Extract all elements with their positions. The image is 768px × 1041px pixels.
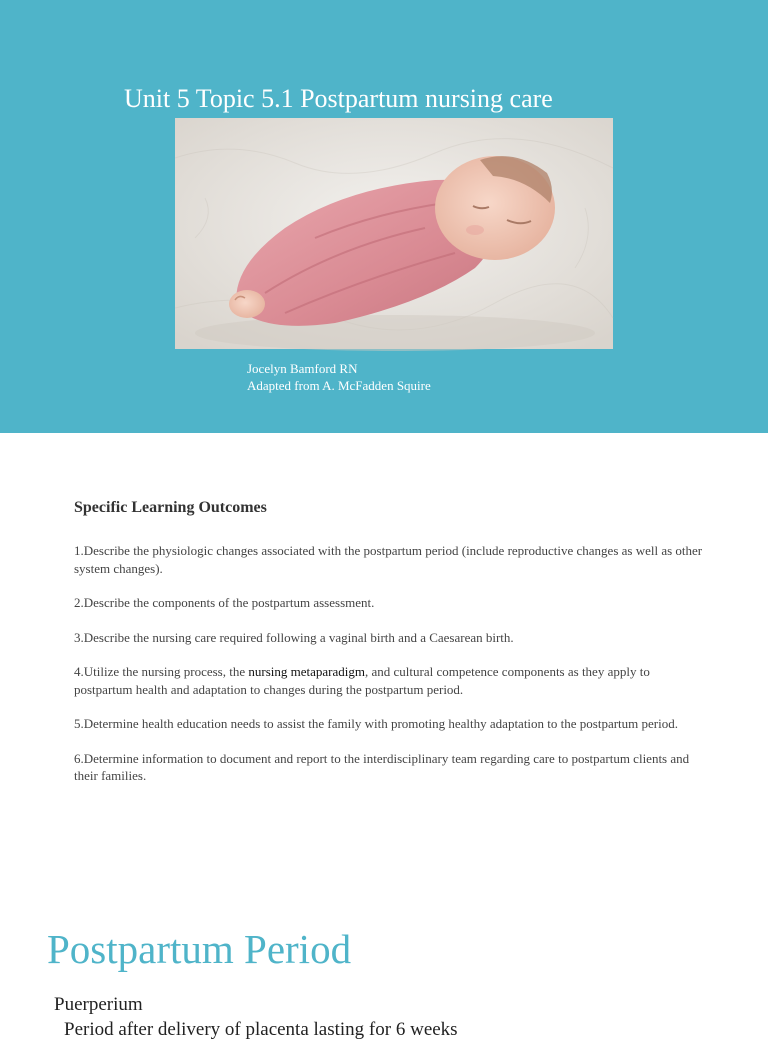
- outcome-item: 3.Describe the nursing care required following a vaginal birth and a Caesarean birth.: [74, 629, 514, 645]
- puerperium-label: Puerperium: [54, 994, 143, 1015]
- outcome-item: 2.Describe the components of the postpartum assessment.: [74, 595, 375, 610]
- outcome-text-after: , and cultural competence components as they apply to postpartum health and adaptation to changes during the postpartum period.: [74, 664, 650, 697]
- newborn-photo: [175, 118, 613, 349]
- nursing-metaparadigm-term: nursing metaparadigm: [248, 664, 365, 679]
- cut-off-line: [64, 1017, 464, 1040]
- partial-line-text: Period after delivery of placenta lasting for 6 weeks: [64, 1019, 458, 1040]
- outcome-item: 1.Describe the physiologic changes associated with the postpartum period (include reproductive changes as well as other system changes).: [74, 543, 703, 576]
- adapted-from: Adapted from A. McFadden Squire: [247, 378, 431, 393]
- credits: [247, 360, 431, 394]
- title-slide: [0, 0, 768, 433]
- outcome-item: 5.Determine health education needs to assist the family with promoting healthy adaptation to the postpartum period.: [74, 716, 678, 731]
- period-heading: Postpartum Period: [47, 926, 352, 972]
- slide-title: Unit 5 Topic 5.1 Postpartum nursing care: [124, 84, 553, 113]
- author-name: Jocelyn Bamford RN: [247, 361, 358, 376]
- outcomes-heading: Specific Learning Outcomes: [74, 499, 267, 516]
- outcomes-slide: [0, 433, 768, 893]
- postpartum-period-slide: [0, 893, 768, 1040]
- outcome-item: 6.Determine information to document and report to the interdisciplinary team regarding care to postpartum clients and their families.: [74, 750, 690, 783]
- outcome-item: [74, 663, 706, 698]
- outcome-text-before: 4.Utilize the nursing process, the: [74, 664, 249, 679]
- outcomes-list: [74, 542, 706, 802]
